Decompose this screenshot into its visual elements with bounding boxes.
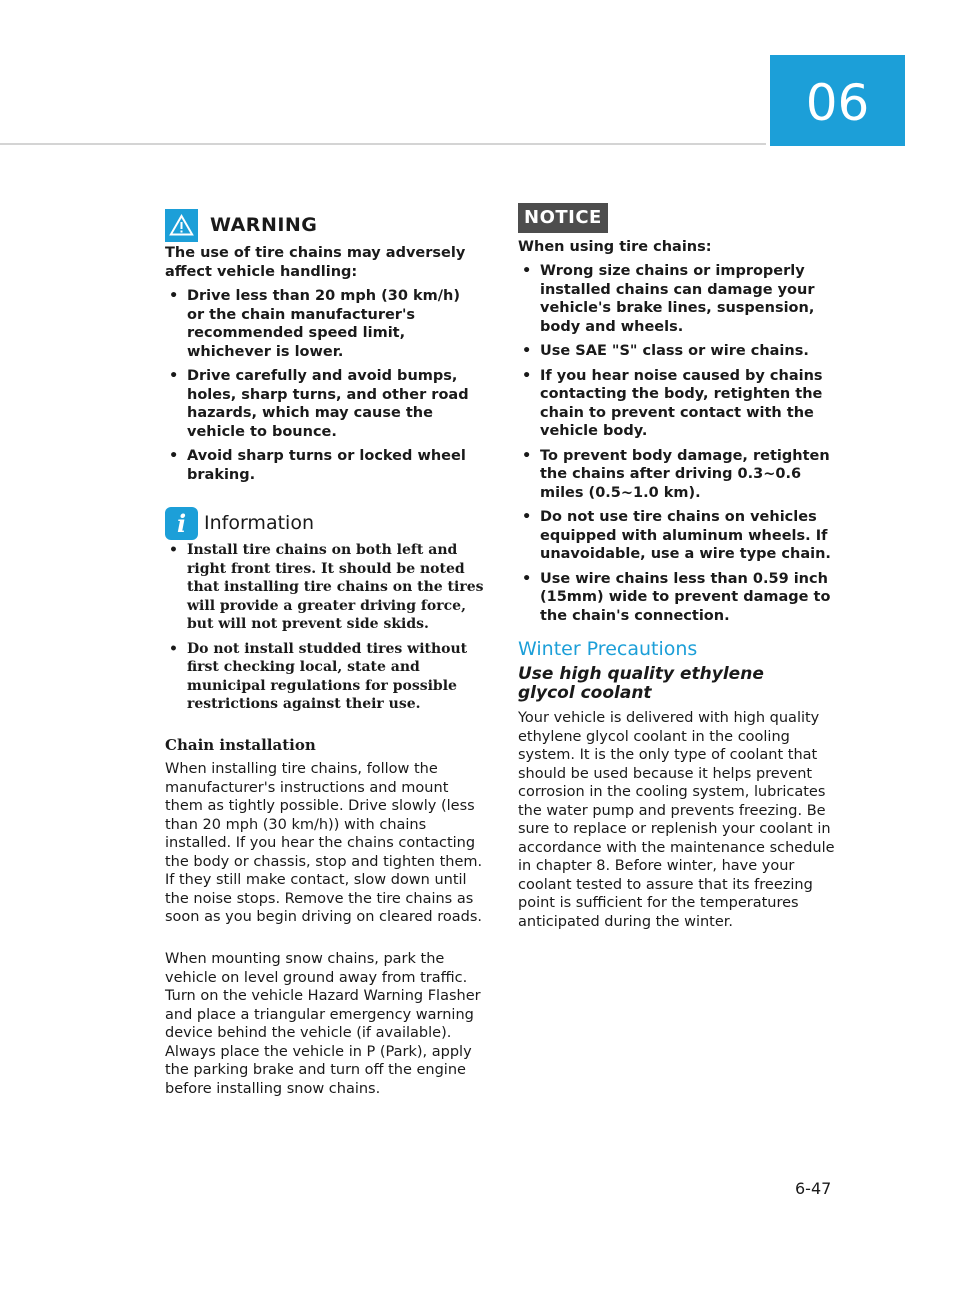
section-title: Winter Precautions xyxy=(518,638,698,660)
chain-installation-para2: When mounting snow chains, park the vehicle on level ground away from traffic. Turn on the vehicle Hazard Warning Flasher and place a triangular emergency warning device behind the vehicle (if available). Always place the vehicle in P (Park), apply the parking brake and turn off the engine before installing snow chains. xyxy=(165,951,481,1097)
notice-item: • To prevent body damage, retighten the chains after driving 0.3~0.6 miles (0.5~1.0 km). xyxy=(518,447,840,503)
warning-triangle-icon xyxy=(165,209,198,242)
information-item: • Install tire chains on both left and right front tires. It should be noted that installing tire chains on the tires will provide a greater driving force, but will not prevent side skids. xyxy=(165,541,490,634)
notice-item: • Use SAE "S" class or wire chains. xyxy=(518,342,840,361)
notice-item: • Use wire chains less than 0.59 inch (15mm) wide to prevent damage to the chain's connection. xyxy=(518,570,840,626)
notice-item: • Wrong size chains or improperly installed chains can damage your vehicle's brake lines, suspension, body and wheels. xyxy=(518,262,840,336)
chain-installation-para1: When installing tire chains, follow the manufacturer's instructions and mount them as tightly possible. Drive slowly (less than 20 mph (30 km/h)) with chains installed. If you hear the chains contacting the body or chassis, stop and tighten them. If they still make contact, slow down until the noise stops. Remove the tire chains as soon as you begin driving on cleared roads. xyxy=(165,761,483,925)
information-list xyxy=(165,541,490,720)
chain-installation-heading: Chain installation xyxy=(165,736,316,754)
warning-intro: The use of tire chains may adversely affect vehicle handling: xyxy=(165,245,466,280)
coolant-body: Your vehicle is delivered with high quality ethylene glycol coolant in the cooling system. It is the only type of coolant that should be used because it helps prevent corrosion in the cooling system, lubricates the water pump and prevents freezing. Be sure to replace or replenish your coolant in accordance with the maintenance schedule in chapter 8. Before winter, have your coolant tested to assure that its freezing point is sufficient for the temperatures anticipated during the winter. xyxy=(518,710,835,930)
notice-list xyxy=(518,262,840,631)
page-number: 6-47 xyxy=(795,1179,832,1198)
warning-item: • Avoid sharp turns or locked wheel braking. xyxy=(165,447,475,484)
info-icon: i xyxy=(165,507,198,540)
notice-label: NOTICE xyxy=(518,203,608,233)
subsection-title: Use high quality ethylene glycol coolant xyxy=(518,664,764,703)
warning-item: • Drive carefully and avoid bumps, holes, sharp turns, and other road hazards, which may cause the vehicle to bounce. xyxy=(165,367,475,441)
information-label: Information xyxy=(204,512,314,534)
warning-item: • Drive less than 20 mph (30 km/h) or the chain manufacturer's recommended speed limit, whichever is lower. xyxy=(165,287,475,361)
warning-label: WARNING xyxy=(210,214,318,236)
chapter-tab: 06 xyxy=(770,55,905,146)
notice-intro: When using tire chains: xyxy=(518,239,712,255)
information-header xyxy=(165,506,314,540)
notice-item: • Do not use tire chains on vehicles equipped with aluminum wheels. If unavoidable, use a wire type chain. xyxy=(518,508,840,564)
notice-item: • If you hear noise caused by chains contacting the body, retighten the chain to prevent contact with the vehicle body. xyxy=(518,367,840,441)
warning-list xyxy=(165,287,475,490)
header-rule xyxy=(0,143,766,145)
information-item: • Do not install studded tires without first checking local, state and municipal regulations for possible restrictions against their use. xyxy=(165,640,490,714)
warning-header xyxy=(165,208,317,242)
